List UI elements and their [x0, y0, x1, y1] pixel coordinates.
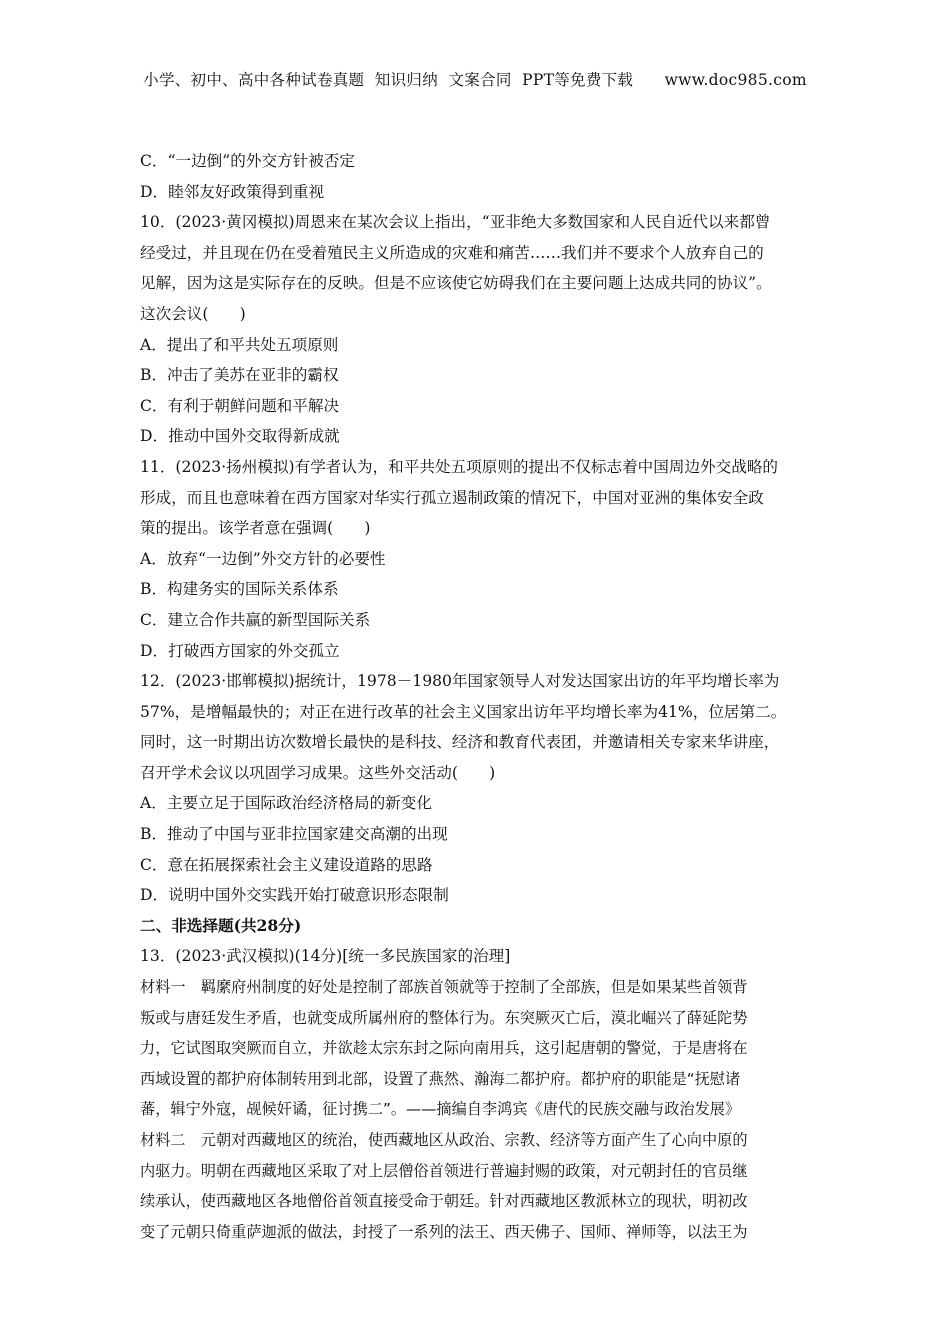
option-c-q11: C．建立合作共赢的新型国际关系: [140, 610, 371, 629]
option-a-q12: A．主要立足于国际政治经济格局的新变化: [140, 794, 432, 813]
option-c-q9: C．“一边倒”的外交方针被否定: [140, 152, 356, 170]
option-b-q10: B．冲击了美苏在亚非的霸权: [140, 366, 339, 385]
question-11-text: 11．(2023·扬州模拟)有学者认为，和平共处五项原则的提出不仅标志着中国周边外交战略的: [140, 457, 779, 476]
material-2-text: 续承认，使西藏地区各地僧俗首领直接受命于朝廷。针对西藏地区教派林立的现状，明初改: [140, 1192, 748, 1211]
question-10-text: 经受过，并且现在仍在受着殖民主义所造成的灾难和痛苦……我们并不要求个人放弃自己的: [140, 243, 764, 262]
document-body: [140, 146, 820, 1247]
option-d-q12: D．说明中国外交实践开始打破意识形态限制: [140, 886, 449, 905]
question-11-text: 策的提出。该学者意在强调( ): [140, 519, 371, 538]
material-1-text: 蕃，辑宁外寇，觇候奸谲，征讨携二”。——摘编自李鸿宾《唐代的民族交融与政治发展》: [140, 1100, 741, 1119]
option-d-q9: D．睦邻友好政策得到重视: [140, 182, 325, 201]
question-11-text: 形成，而且也意味着在西方国家对华实行孤立遏制政策的情况下，中国对亚洲的集体安全政: [140, 488, 764, 507]
question-13-title: 13．(2023·武汉模拟)(14分)[统一多民族国家的治理]: [140, 947, 511, 966]
option-c-q10: C．有利于朝鲜问题和平解决: [140, 396, 340, 415]
material-1-text: 西域设置的都护府体制转用到北部，设置了燕然、瀚海二都护府。都护府的职能是“抚慰诸: [140, 1069, 741, 1088]
question-12-text: 召开学术会议以巩固学习成果。这些外交活动( ): [140, 763, 496, 782]
material-1-text: 叛或与唐廷发生矛盾，也就变成所属州府的整体行为。东突厥灭亡后，漠北崛兴了薛延陀势: [140, 1008, 748, 1027]
option-a-q10: A．提出了和平共处五项原则: [140, 335, 339, 354]
option-d-q10: D．推动中国外交取得新成就: [140, 427, 340, 446]
option-b-q12: B．推动了中国与亚非拉国家建交高潮的出现: [140, 825, 448, 844]
material-1-text: 材料一 羁縻府州制度的好处是控制了部族首领就等于控制了全部族，但是如果某些首领背: [140, 978, 748, 997]
question-12-text: 同时，这一时期出访次数增长最快的是科技、经济和教育代表团，并邀请相关专家来华讲座，: [140, 733, 780, 752]
material-2-text: 变了元朝只倚重萨迦派的做法，封授了一系列的法王、西天佛子、国师、禅师等，以法王为: [140, 1222, 748, 1241]
option-c-q12: C．意在拓展探索社会主义建设道路的思路: [140, 855, 433, 874]
question-10-text: 10．(2023·黄冈模拟)周恩来在某次会议上指出，“亚非绝大多数国家和人民自近代以来都曾: [140, 213, 771, 232]
option-a-q11: A．放弃“一边倒”外交方针的必要性: [140, 549, 386, 568]
question-10-text: 见解，因为这是实际存在的反映。但是不应该使它妨碍我们在主要问题上达成共同的协议”。: [140, 274, 772, 293]
material-2-text: 材料二 元朝对西藏地区的统治，使西藏地区从政治、宗教、经济等方面产生了心向中原的: [140, 1131, 748, 1149]
option-d-q11: D．打破西方国家的外交孤立: [140, 641, 340, 660]
section-heading: 二、非选择题(共28分): [140, 915, 302, 935]
question-12-text: 12．(2023·邯郸模拟)据统计，1978－1980年国家领导人对发达国家出访的年平均增长率为: [140, 672, 780, 691]
page-header: 小学、初中、高中各种试卷真题 知识归纳 文案合同 PPT等免费下载 www.doc985.com: [143, 71, 807, 89]
question-10-text: 这次会议( ): [140, 304, 246, 323]
question-12-text: 57%，是增幅最快的；对正在进行改革的社会主义国家出访年平均增长率为41%，位居第二。: [140, 702, 787, 721]
material-1-text: 力，它试图取突厥而自立，并欲趁太宗东封之际向南用兵，这引起唐朝的警觉，于是唐将在: [140, 1039, 748, 1058]
option-b-q11: B．构建务实的国际关系体系: [140, 580, 339, 599]
material-2-text: 内驱力。明朝在西藏地区采取了对上层僧俗首领进行普遍封赐的政策，对元朝封任的官员继: [140, 1161, 748, 1180]
